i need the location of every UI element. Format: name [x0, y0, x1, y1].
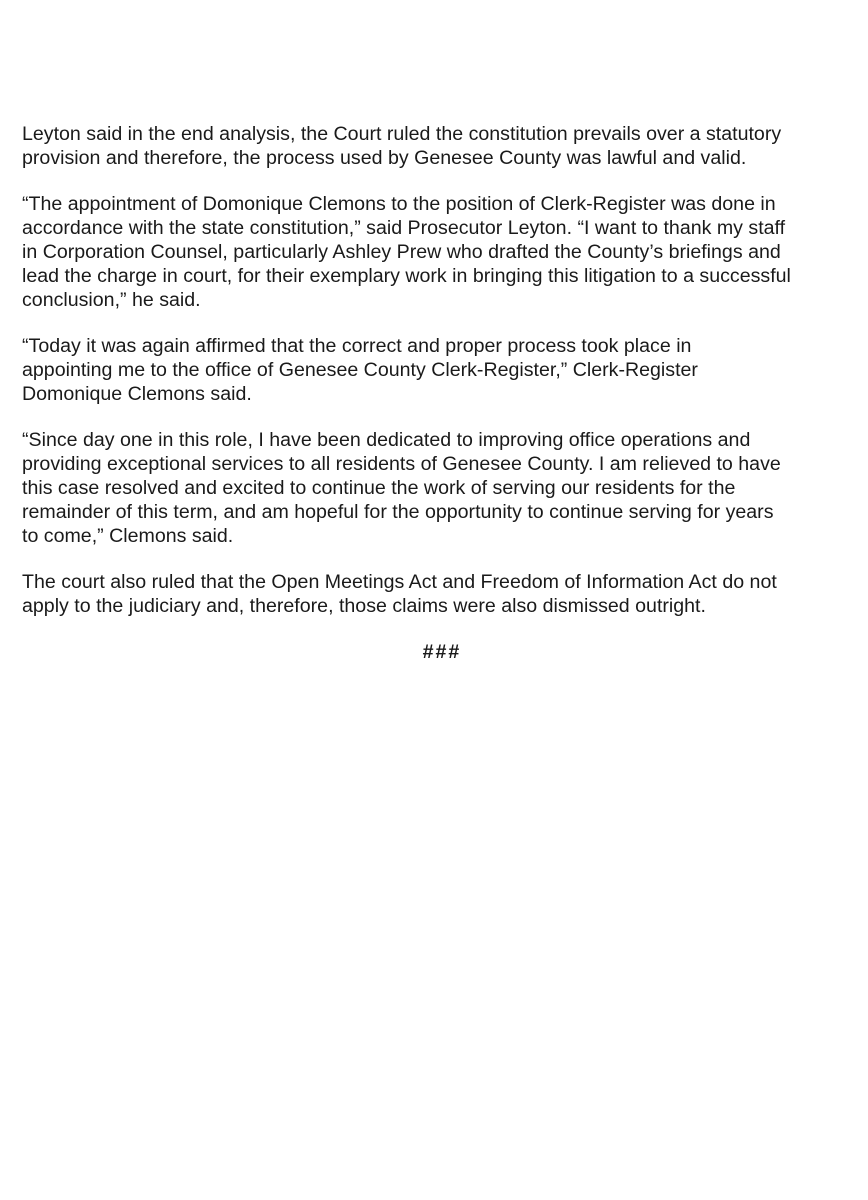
text-line: to come,” Clemons said. — [22, 525, 234, 547]
text-line: remainder of this term, and am hopeful for the opportunity to continue serving for years — [22, 501, 774, 523]
text-line: “The appointment of Domonique Clemons to the position of Clerk-Register was done in — [22, 193, 776, 215]
document-body — [22, 122, 862, 664]
text-line: Domonique Clemons said. — [22, 383, 252, 405]
paragraph-clemons-quote-2 — [22, 428, 862, 548]
text-line: Leyton said in the end analysis, the Court ruled the constitution prevails over a statutory — [22, 123, 782, 145]
text-line: providing exceptional services to all residents of Genesee County. I am relieved to have — [22, 453, 781, 475]
paragraph-ruling-summary — [22, 122, 862, 170]
text-line: lead the charge in court, for their exemplary work in bringing this litigation to a successful — [22, 265, 791, 287]
paragraph-prosecutor-quote — [22, 192, 862, 312]
text-line: provision and therefore, the process used by Genesee County was lawful and valid. — [22, 147, 747, 169]
text-line: apply to the judiciary and, therefore, those claims were also dismissed outright. — [22, 595, 706, 617]
text-line: The court also ruled that the Open Meetings Act and Freedom of Information Act do not — [22, 571, 777, 593]
text-line: accordance with the state constitution,” said Prosecutor Leyton. “I want to thank my staff — [22, 217, 786, 239]
text-line: in Corporation Counsel, particularly Ashley Prew who drafted the County’s briefings and — [22, 241, 781, 263]
paragraph-clemons-quote-1 — [22, 334, 862, 406]
paragraph-open-meetings-ruling — [22, 570, 862, 618]
text-line: appointing me to the office of Genesee County Clerk-Register,” Clerk-Register — [22, 359, 698, 381]
text-line: “Since day one in this role, I have been dedicated to improving office operations and — [22, 429, 751, 451]
end-mark: ### — [422, 641, 462, 663]
text-line: “Today it was again affirmed that the correct and proper process took place in — [22, 335, 692, 357]
text-line: conclusion,” he said. — [22, 289, 201, 311]
text-line: this case resolved and excited to continue the work of serving our residents for the — [22, 477, 736, 499]
